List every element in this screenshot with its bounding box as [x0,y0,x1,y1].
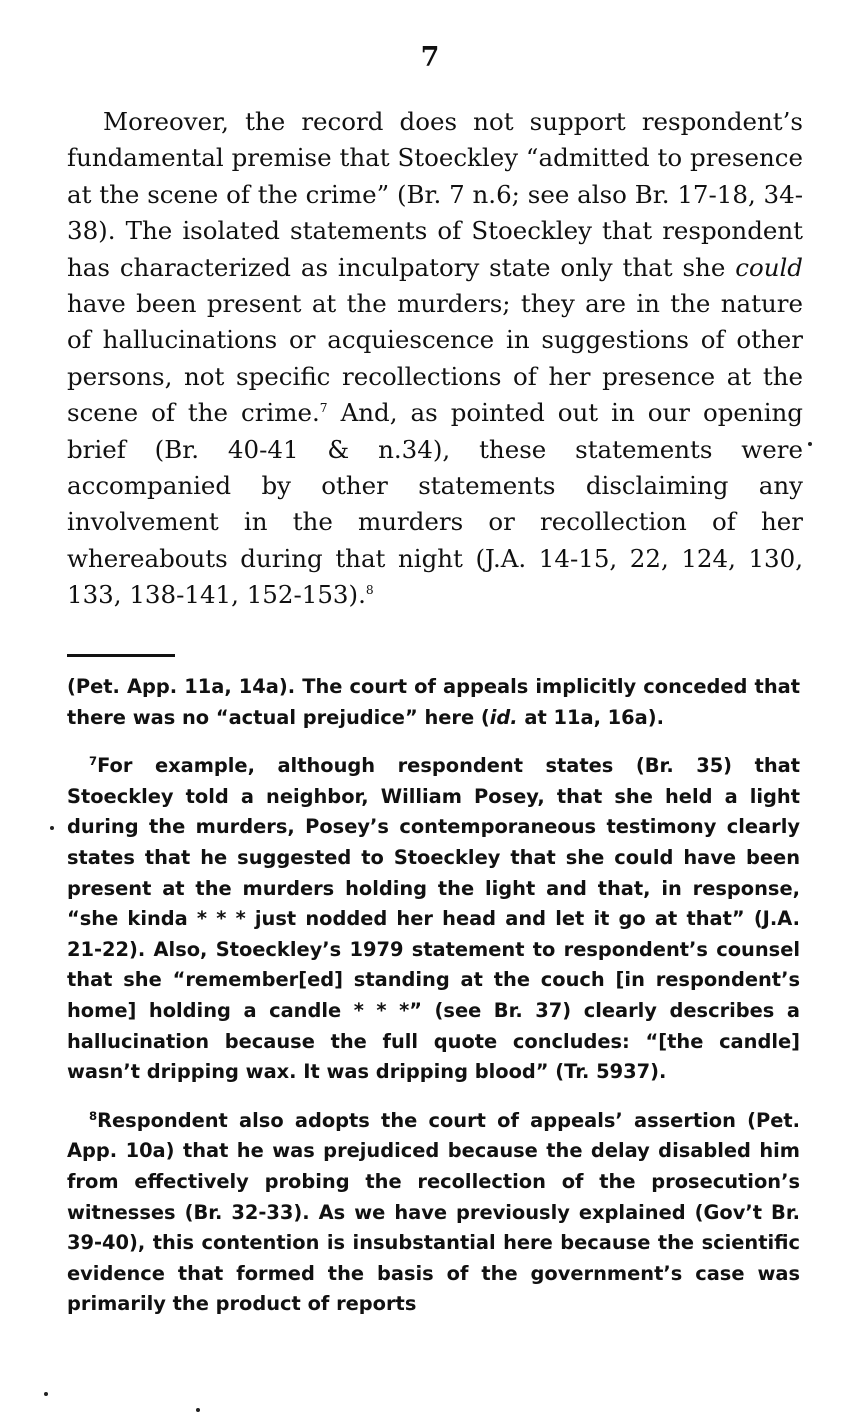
scan-speck [196,1408,200,1412]
footnote-8-text: Respondent also adopts the court of appeals’ assertion (Pet. App. 10a) that he was prejudiced because the delay disabled him from effectively probing the recollection of the prosecution’s witnesses (Br. 32-33). As we have previously explained (Gov’t Br. 39-40), this contention is insubstantial here because the scientific evidence that formed the basis of the government’s case was primarily the product of reports [67,1108,800,1316]
scan-speck [50,826,54,830]
footnote-ref-7: 7 [319,401,328,416]
footnote-8 [67,1106,800,1320]
footnote-7-marker: 7 [89,754,98,769]
footnote-continued-italic: id. [489,705,518,729]
footnote-continued-text-a: (Pet. App. 11a, 14a). The court of appeals implicitly conceded that there was no “actual prejudice” here ( [67,675,800,729]
footnote-continued [67,672,800,733]
body-paragraph [67,104,803,614]
footnote-7 [67,751,800,1088]
body-text-part-3: And, as pointed out in our opening brief (Br. 40-41 & n.34), these statements were accompanied by other statements disclaiming any involvement in the murders or recollection of her whereabouts during that night (J.A. 14-15, 22, 124, 130, 133, 138-141, 152-153). [67,398,803,610]
footnote-ref-8: 8 [365,583,374,598]
body-text-part-2: have been present at the murders; they are in the nature of hallucinations or acquiescence in suggestions of other persons, not specific recollections of her presence at the scene of the crime. [67,289,803,428]
footnote-7-text: For example, although respondent states (Br. 35) that Stoeckley told a neighbor, William Posey, that she held a light during the murders, Posey’s contemporaneous testimony clearly states that he suggested to Stoeckley that she could have been present at the murders holding the light and that, in response, “she kinda * * * just nodded her head and let it go at that” (J.A. 21-22). Also, Stoeckley’s 1979 statement to respondent’s counsel that she “remember[ed] standing at the couch [in respondent’s home] holding a candle * * *” (see Br. 37) clearly describes a hallucination because the full quote concludes: “[the candle] wasn’t dripping wax. It was dripping blood” (Tr. 5937). [67,754,800,1084]
footnote-8-marker: 8 [89,1108,98,1123]
footnote-continued-text-b: at 11a, 16a). [517,705,664,729]
footnotes-section [67,672,800,1338]
scan-speck [808,442,812,446]
footnote-divider [67,654,175,657]
body-text-italic: could [735,252,803,282]
scan-speck [44,1392,48,1396]
page-number: 7 [420,42,440,73]
body-text-part-1: Moreover, the record does not support respondent’s fundamental premise that Stoeckley “admitted to presence at the scene of the crime” (Br. 7 n.6; see also Br. 17-18, 34-38). The isolated statements of Stoeckley that respondent has characterized as inculpatory state only that she [67,107,803,282]
